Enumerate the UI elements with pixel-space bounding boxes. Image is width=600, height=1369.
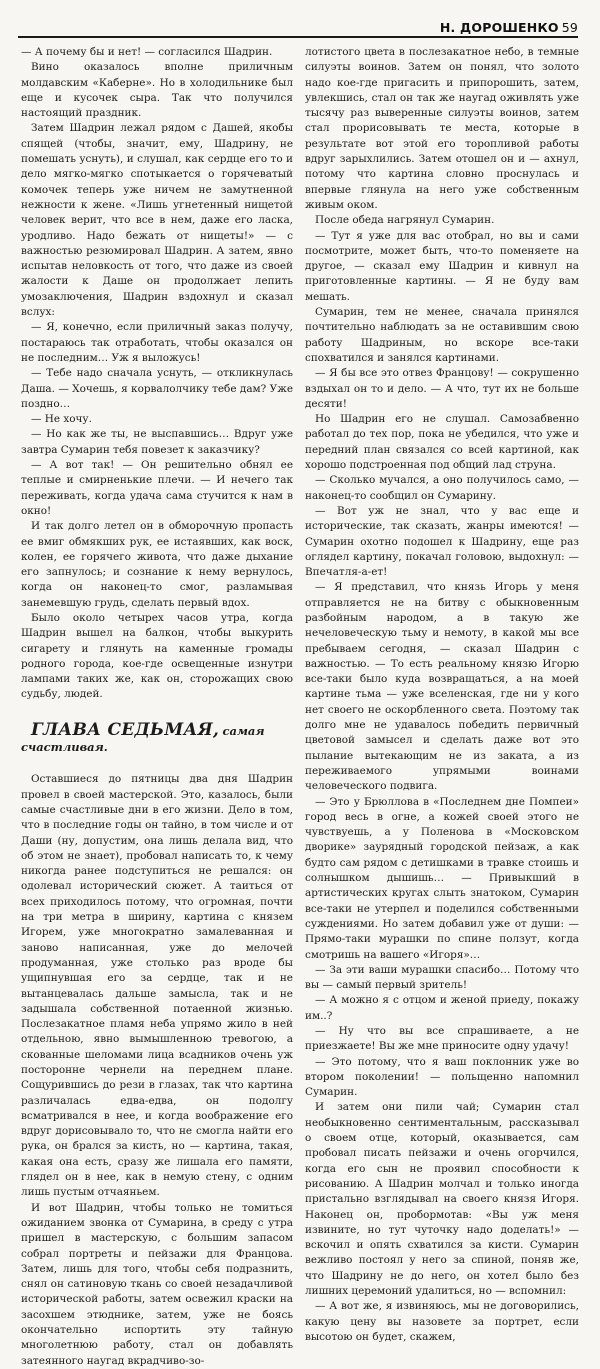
paragraph: Сумарин, тем не менее, сначала принялся почтительно наблюдать за не оставившим свою работу Шадриным, но вскоре все-таки спохватился и занялся картинами. xyxy=(305,306,579,364)
paragraph: И так долго летел он в обморочную пропасть ее вмиг обмякших рук, ее истаявших, как воск, колен, ее горячего живота, что даже дыхание его запнулось; и сознание к нему вернулось, когда он наконец-то смог, разламывая занемевшую грудь, сделать первый вдох. xyxy=(21,520,293,609)
paragraph: — Я бы все это отвез Францову! — сокрушенно вздыхал он то и дело. — А что, тут их не больше десяти! xyxy=(305,367,579,410)
paragraph: — А можно я с отцом и женой приеду, покажу им..? xyxy=(305,994,579,1022)
paragraph: И затем они пили чай; Сумарин стал необыкновенно сентиментальным, рассказывал о своем отце, который, оказывается, сам пробовал писать пейзажи и очень огорчился, когда его сын не проявил способности к рисованию. А Шадрин молчал и только иногда пристально взглядывал на своего князя Игоря. Наконец он, пробормотав: «Вы уж меня извините, но тут чуточку надо доделать!» — вскочил и опять схватился за кисти. Сумарин вежливо постоял у него за спиной, поняв же, что Шадрину не до него, он хотел было без лишних церемоний удалиться, но — вспомнил: xyxy=(305,1101,579,1298)
paragraph: — Тут я уже для вас отобрал, но вы и сами посмотрите, может быть, что-то поменяете на другое, — сказал ему Шадрин и кивнул на приготовленные картины. — Я не буду вам мешать. xyxy=(305,229,579,303)
paragraph: — Вот уж не знал, что у вас еще и исторические, так сказать, жанры имеются! — Сумарин охотно подошел к Шадрину, еще раз оглядел картину, покачал головою, выдохнул: — Впечатля-а-ет! xyxy=(305,504,579,579)
running-header xyxy=(18,18,578,38)
paragraph: — А вот же, я извиняюсь, мы не договорились, какую цену вы назовете за портрет, если высотою он будет, скажем, xyxy=(305,1300,579,1343)
paragraph: — А почему бы и нет! — согласился Шадрин. xyxy=(21,46,273,58)
chapter-subtitle: самая счастливая. xyxy=(21,723,265,755)
paragraph: лотистого цвета в послезакатное небо, в темные силуэты воинов. Затем он понял, что золото надо кое-где пригасить и припорошить, затем, увлекшись, стал он так же наугад оживлять уже тысячу раз выверенные силуэты воинов, затем стал прорисовывать те места, которые в результате вот этой его торопливой работы вдруг зарыхлились. Затем отошел он и — ахнул, потому что картина словно проснулась и впервые глянула на него уже собственным живым оком. xyxy=(305,46,579,211)
chapter-title: ГЛАВА СЕДЬМАЯ, xyxy=(31,719,220,740)
paragraph: — Я, конечно, если приличный заказ получу, постараюсь так отработать, чтобы оказался он не последним… Уж я выложусь! xyxy=(21,321,293,364)
paragraph: — Не хочу. xyxy=(31,413,92,426)
running-header-author xyxy=(440,20,578,35)
paragraph: — А вот так! — Он решительно обнял ее теплые и смирненькие плечи. — И нечего так переживать, когда удача сама стучится к нам в окно! xyxy=(21,459,293,517)
paragraph: Было около четырех часов утра, когда Шадрин вышел на балкон, чтобы выкурить сигарету и глянуть на каменные громады родного города, кое-где освещенные изнутри лампами таких же, как он, сторожащих свою судьбу, людей. xyxy=(21,611,293,701)
paragraph: — За эти ваши мурашки спасибо… Потому что вы — самый первый зритель! xyxy=(305,963,579,992)
paragraph: — Сколько мучался, а оно получилось само, — наконец-то сообщил он Сумарину. xyxy=(305,474,579,502)
paragraph: — Тебе надо сначала уснуть, — откликнулась Даша. — Хочешь, я корвалолчику тебе дам? Уже поздно… xyxy=(21,367,293,410)
paragraph: После обеда нагрянул Сумарин. xyxy=(315,214,495,227)
header-rule xyxy=(18,36,578,38)
paragraph: Вино оказалось вполне приличным молдавским «Каберне». Но в холодильнике был еще и кусочек сыра. Так что получился настоящий праздник. xyxy=(21,61,293,120)
left-column xyxy=(21,45,293,1369)
paragraph: Но Шадрин его не слушал. Самозабвенно работал до тех пор, пока не убедился, что уже и передний план связался со всей картиной, как хорошо подстроенная под общий лад струна. xyxy=(305,413,579,472)
paragraph: — Это у Брюллова в «Последнем дне Помпеи» город весь в огне, а кожей своей этого не чувствуешь, а у Поленова в «Московском дворике» заурядный городской пейзаж, а как будто сам рядом с детишками в травке стоишь и солнышком дышишь… — Привыкший в артистических кругах слыть знатоком, Сумарин все-таки не утерпел и поделился собственными суждениями. Но затем добавил уже от души: — Прямо-таки мурашки по спине ползут, когда смотришь на вашего «Игоря»… xyxy=(305,795,579,961)
chapter-heading xyxy=(21,719,293,757)
paragraph: И вот Шадрин, чтобы только не томиться ожиданием звонка от Сумарина, в среду с утра пришел в мастерскую, с большим запасом собрал портреты и пейзажи для Францова. Затем, лишь для того, чтобы себя подразнить, снял он сатиновую ткань со своей незадачливой исторической работы, затем освежил краски на засохшем этюднике, затем, уже не боясь окончательно испортить эту тайную многолетнюю работу, стал он добавлять затеянного наугад вкрадчиво-зо- xyxy=(21,1201,293,1367)
paragraph: Оставшиеся до пятницы два дня Шадрин провел в своей мастерской. Это, казалось, были самые счастливые дни в его жизни. Дело в том, что в последние годы он тайно, в том числе и от Даши (ну, допустим, она лишь делала вид, что об этом не знает), пробовал написать то, к чему никогда ранее подступиться не решался: он одолевал исторический сюжет. А таиться от всех приходилось потому, что огромная, почти на три метра в ширину, картина с князем Игорем, уже многократно замалеванная и заново написанная, уже до мелочей продуманная, уже столько раз вроде бы ущипнувшая его за сердце, так и не вытанцевалась дальше замысла, так и не задышала собственной потаенной жизнью. Послезакатное пламя неба упрямо жило в ней отдельною, явно вымышленною тревогою, а скованные шеломами лица всадников очень уж посторонне чернели на переднем плане. Сощурившись до рези в глазах, так что картина различалась едва-едва, он подолгу всматривался в нее, и когда воображение его вдруг дорисовывало то, что не смогла найти его рука, он брался за кисть, но — картина, такая, какая она есть, сразу же лишала его памяти, глядел он в нее, как в немую стену, с одним лишь пустым отчаяньем. xyxy=(21,773,293,1199)
right-column xyxy=(305,45,579,1345)
paragraph: Затем Шадрин лежал рядом с Дашей, якобы спящей (чтобы, значит, ему, Шадрину, не помешать уснуть), и слушал, как сердце его то и дело мягко-мягко спотыкается о горячеватый комочек теперь уже ничем не замутненной нежности к жене. «Лишь угнетенный нищетой человек верит, что все в нем, даже его ласка, уродливо. Надо бежать от нищеты!» — с важностью резюмировал Шадрин. А затем, явно испытав неловкость от того, что даже из своей жалости к Даше он продолжает лепить умозаключения, Шадрин вздохнул и сказал вслух: xyxy=(21,122,293,319)
paragraph: — Но как же ты, не выспавшись… Вдруг уже завтра Сумарин тебя повезет к заказчику? xyxy=(21,428,293,456)
paragraph: — Ну что вы все спрашиваете, а не приезжаете! Вы же мне приносите одну удачу! xyxy=(305,1025,579,1053)
paragraph: — Я представил, что князь Игорь у меня отправляется не на битву с обыкновенным разбойным народом, а в такую же нечеловеческую тьму и немоту, в какой мы все пребываем сегодня, — сказал Шадрин с важностью. — То есть реальному князю Игорю все-таки было куда возвращаться, а на моей картине тьма — уже вселенская, где ни у кого нет своего не оскорбленного света. Поэтому так долго мне не удавалось победить первичный цветовой замысел и сделать даже вот это пылание вытекающим не из заката, а из переживаемого упрямыми воинами человеческого подвига. xyxy=(305,581,579,793)
page-number: 59 xyxy=(561,20,578,35)
author-name: Н. ДОРОШЕНКО xyxy=(439,20,559,35)
paragraph: — Это потому, что я ваш поклонник уже во втором поколении! — польщенно напомнил Сумарин. xyxy=(305,1055,579,1099)
